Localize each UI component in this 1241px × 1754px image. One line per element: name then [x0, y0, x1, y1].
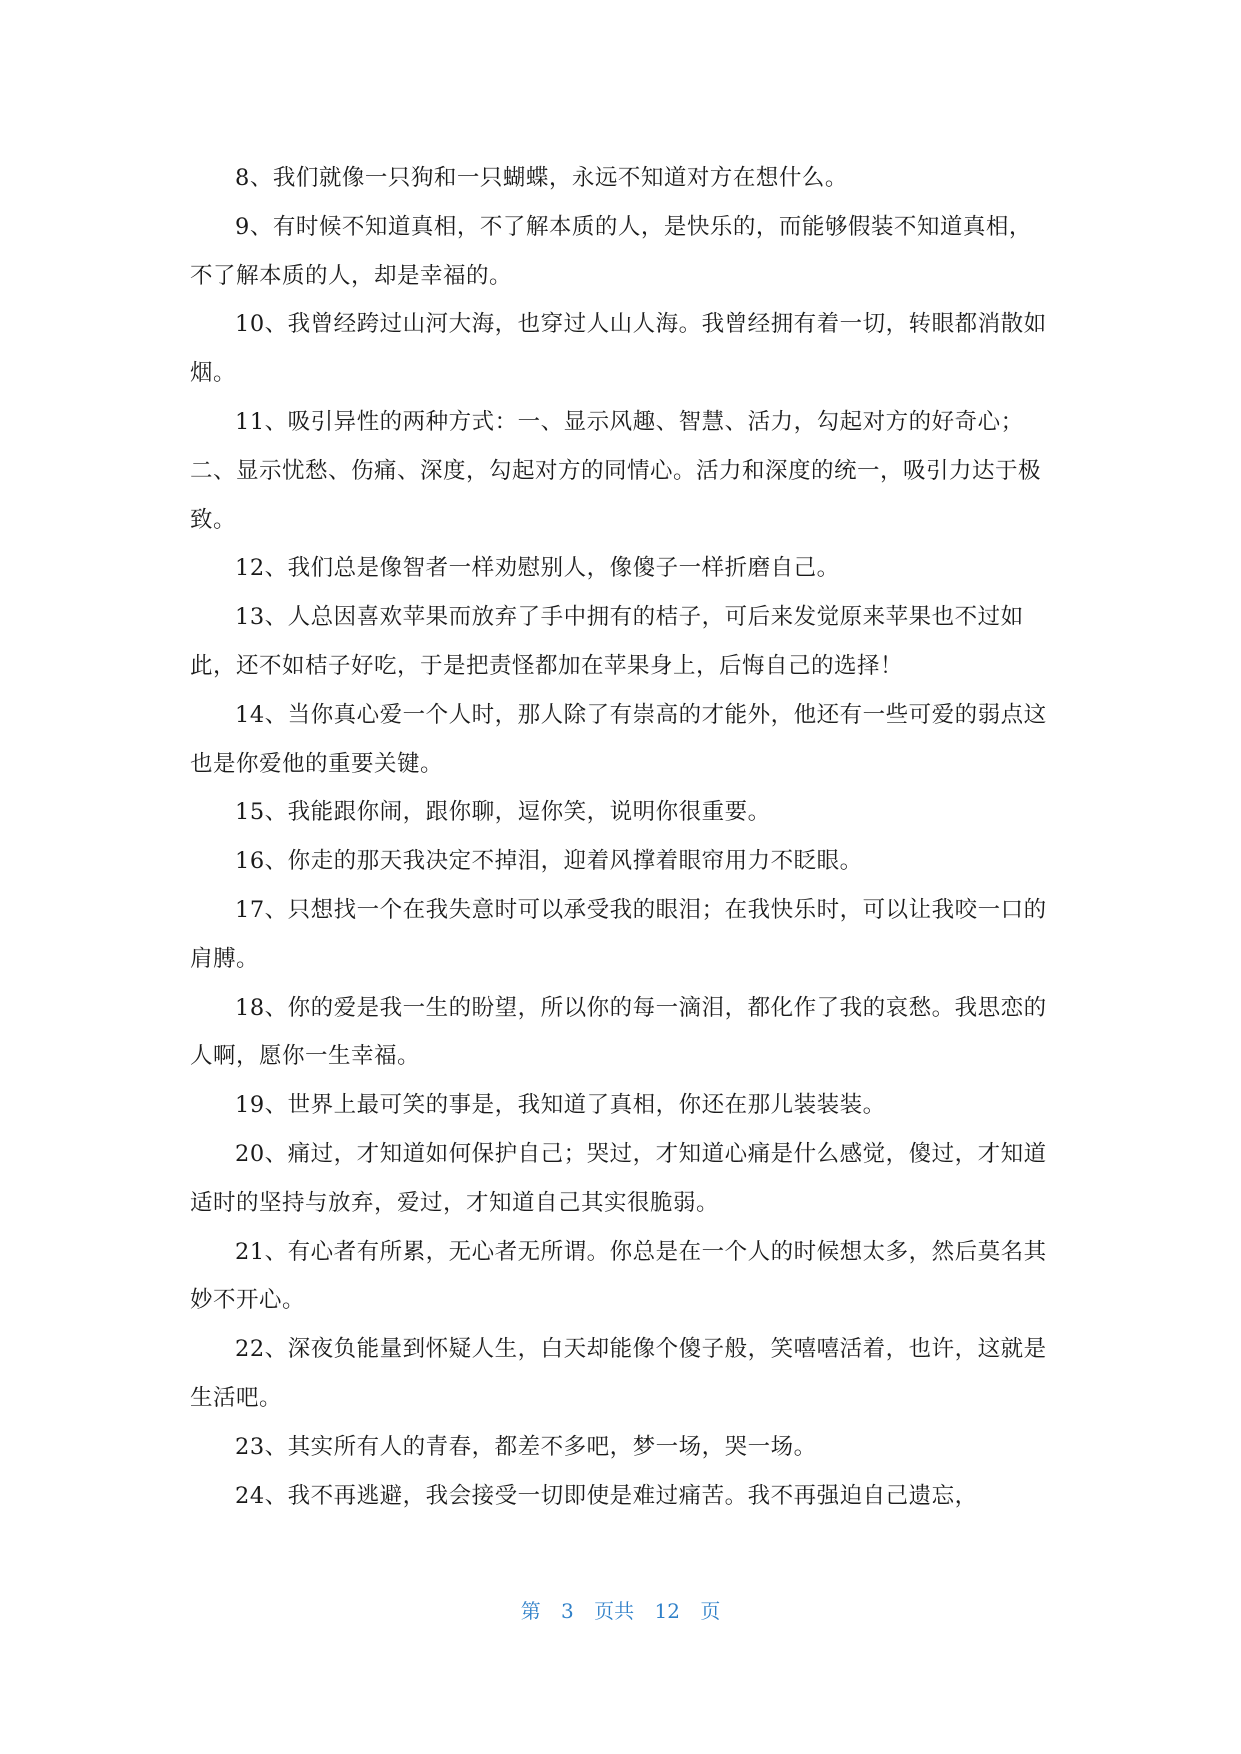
- paragraph-11: 11、吸引异性的两种方式：一、显示风趣、智慧、活力，勾起对方的好奇心；二、显示忧愁、伤痛、深度，勾起对方的同情心。活力和深度的统一，吸引力达于极致。: [190, 408, 1042, 533]
- footer-current-page: 3: [561, 1599, 574, 1623]
- footer-middle: 页共: [594, 1599, 635, 1623]
- paragraph-14: 14、当你真心爱一个人时，那人除了有崇高的才能外，他还有一些可爱的弱点这也是你爱他的重要关键。: [190, 701, 1047, 777]
- paragraph-15: 15、我能跟你闹，跟你聊，逗你笑，说明你很重要。: [235, 799, 771, 826]
- paragraph-24: 24、我不再逃避，我会接受一切即使是难过痛苦。我不再强迫自己遗忘，: [235, 1482, 978, 1509]
- page-footer: [0, 1595, 1241, 1624]
- paragraph-9: 9、有时候不知道真相，不了解本质的人，是快乐的，而能够假装不知道真相，不了解本质的人，却是幸福的。: [190, 213, 1032, 289]
- paragraph-13: 13、人总因喜欢苹果而放弃了手中拥有的桔子，可后来发觉原来苹果也不过如此，还不如桔子好吃，于是把责怪都加在苹果身上，后悔自己的选择！: [190, 604, 1024, 679]
- paragraph-19: 19、世界上最可笑的事是，我知道了真相，你还在那儿装装装。: [235, 1092, 886, 1119]
- footer-total-pages: 12: [654, 1599, 680, 1623]
- footer-prefix: 第: [520, 1599, 541, 1623]
- footer-suffix: 页: [700, 1599, 721, 1623]
- paragraph-21: 21、有心者有所累，无心者无所谓。你总是在一个人的时候想太多，然后莫名其妙不开心。: [190, 1238, 1047, 1314]
- paragraph-22: 22、深夜负能量到怀疑人生，白天却能像个傻子般，笑嘻嘻活着，也许，这就是生活吧。: [190, 1336, 1047, 1411]
- document-body: [190, 154, 1050, 1520]
- paragraph-12: 12、我们总是像智者一样劝慰别人，像傻子一样折磨自己。: [235, 555, 840, 582]
- paragraph-17: 17、只想找一个在我失意时可以承受我的眼泪；在我快乐时，可以让我咬一口的肩膊。: [190, 896, 1047, 972]
- paragraph-8: 8、我们就像一只狗和一只蝴蝶，永远不知道对方在想什么。: [235, 165, 848, 191]
- paragraph-18: 18、你的爱是我一生的盼望，所以你的每一滴泪，都化作了我的哀愁。我思恋的人啊，愿你一生幸福。: [190, 994, 1047, 1070]
- paragraph-23: 23、其实所有人的青春，都差不多吧，梦一场，哭一场。: [235, 1433, 817, 1460]
- paragraph-20: 20、痛过，才知道如何保护自己；哭过，才知道心痛是什么感觉，傻过，才知道适时的坚持与放弃，爱过，才知道自己其实很脆弱。: [190, 1140, 1047, 1216]
- paragraph-16: 16、你走的那天我决定不掉泪，迎着风撑着眼帘用力不眨眼。: [235, 848, 863, 875]
- paragraph-10: 10、我曾经跨过山河大海，也穿过人山人海。我曾经拥有着一切，转眼都消散如烟。: [190, 311, 1047, 387]
